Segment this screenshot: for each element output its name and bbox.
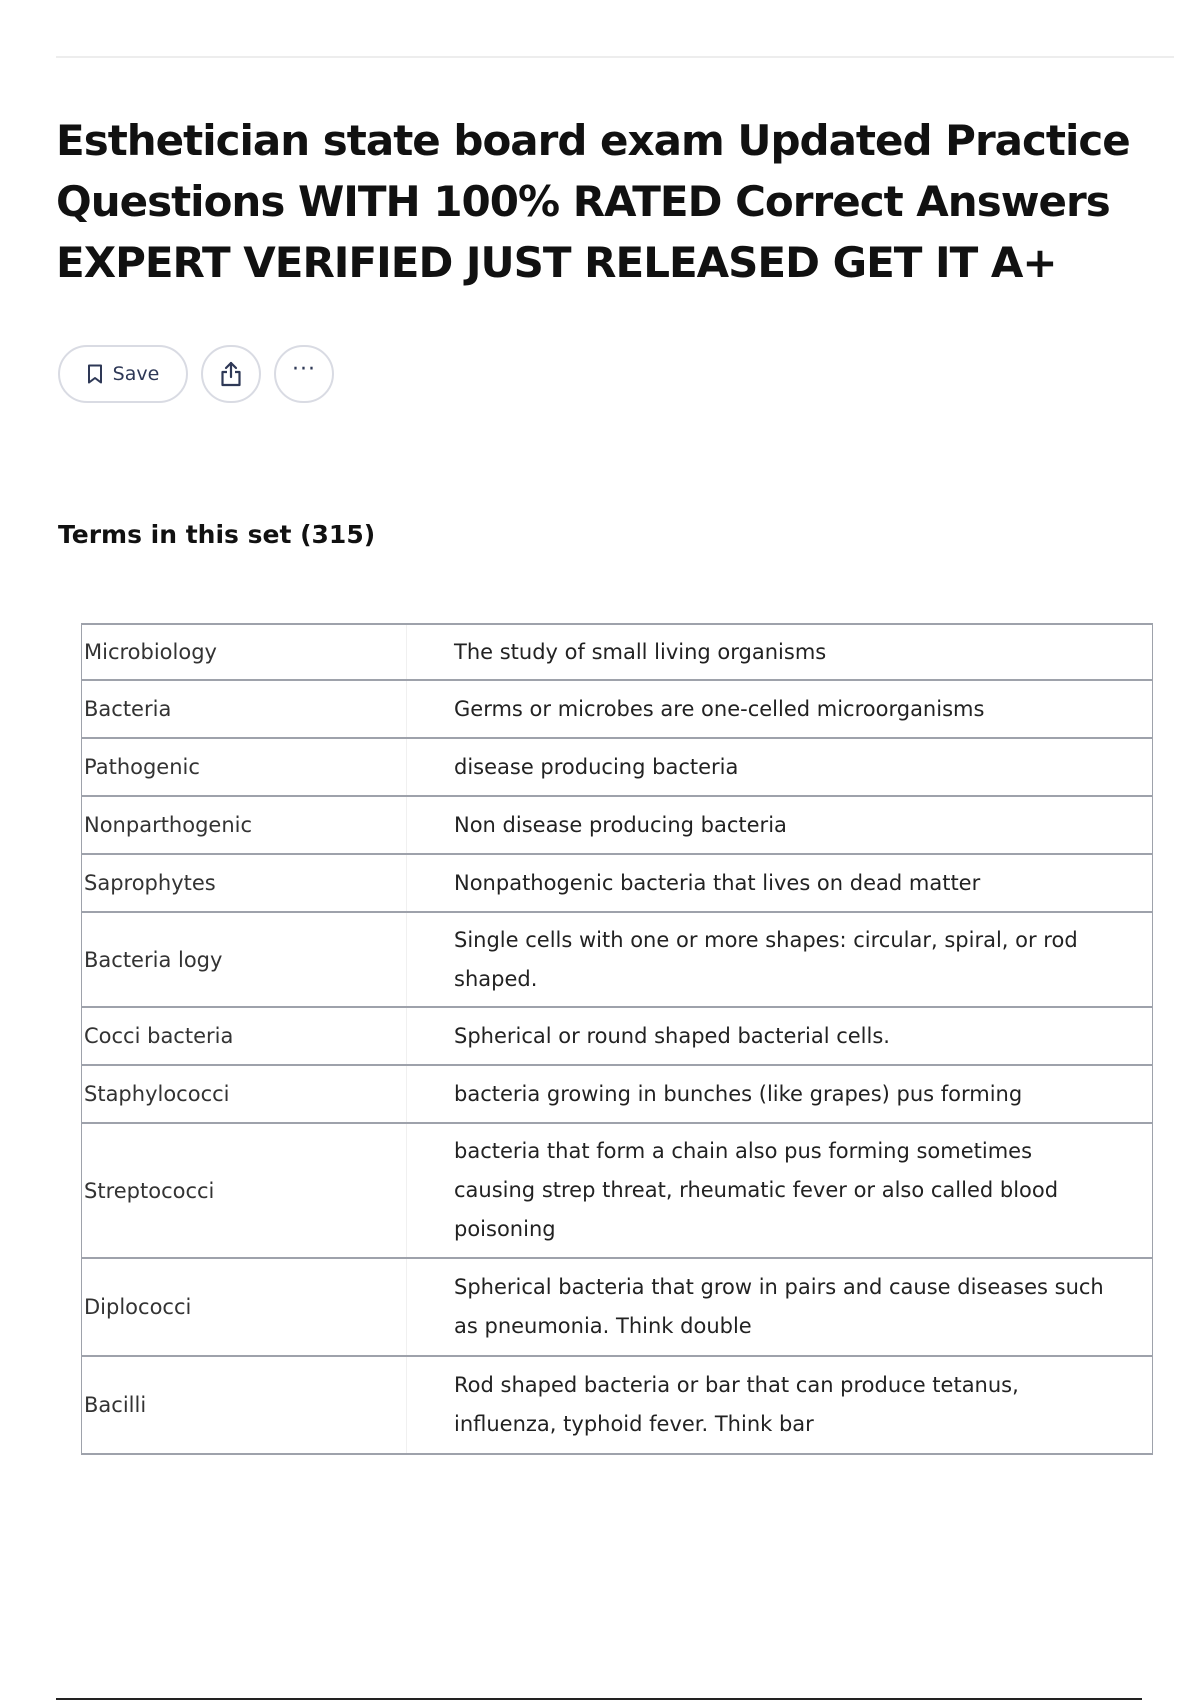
definition-cell: Non disease producing bacteria	[407, 796, 1153, 854]
term-cell: Bacilli	[82, 1356, 407, 1454]
term-row	[82, 1007, 1153, 1065]
terms-heading: Terms in this set (315)	[58, 520, 376, 549]
definition-cell: Single cells with one or more shapes: circular, spiral, or rod shaped.	[407, 912, 1153, 1007]
page-title: Esthetician state board exam Updated Practice Questions WITH 100% RATED Correct Answers EXPERT VERIFIED JUST RELEASED GET IT A+	[56, 116, 1130, 287]
term-row	[82, 624, 1153, 680]
term-row	[82, 854, 1153, 912]
term-row	[82, 1065, 1153, 1123]
top-divider	[56, 56, 1174, 58]
definition-cell: Spherical or round shaped bacterial cells.	[407, 1007, 1153, 1065]
more-options-button[interactable]	[274, 345, 334, 403]
term-cell: Saprophytes	[82, 854, 407, 912]
term-row	[82, 680, 1153, 738]
bookmark-icon	[87, 364, 103, 384]
definition-cell: bacteria growing in bunches (like grapes) pus forming	[407, 1065, 1153, 1123]
definition-cell: Germs or microbes are one-celled microorganisms	[407, 680, 1153, 738]
save-label: Save	[112, 363, 160, 385]
term-cell: Nonparthogenic	[82, 796, 407, 854]
term-cell: Bacteria logy	[82, 912, 407, 1007]
term-row	[82, 796, 1153, 854]
term-row	[82, 912, 1153, 1007]
term-row	[82, 1356, 1153, 1454]
term-row	[82, 1258, 1153, 1356]
term-row	[82, 1123, 1153, 1258]
term-cell: Staphylococci	[82, 1065, 407, 1123]
terms-table-body	[82, 624, 1153, 1454]
definition-cell: Rod shaped bacteria or bar that can produce tetanus, influenza, typhoid fever. Think bar	[407, 1356, 1153, 1454]
term-cell: Streptococci	[82, 1123, 407, 1258]
terms-table	[81, 623, 1153, 1455]
term-cell: Pathogenic	[82, 738, 407, 796]
definition-cell: Nonpathogenic bacteria that lives on dead matter	[407, 854, 1153, 912]
definition-cell: The study of small living organisms	[407, 624, 1153, 680]
term-row	[82, 738, 1153, 796]
more-icon: ···	[292, 357, 316, 382]
term-cell: Microbiology	[82, 624, 407, 680]
share-button[interactable]	[201, 345, 261, 403]
term-cell: Cocci bacteria	[82, 1007, 407, 1065]
term-cell: Diplococci	[82, 1258, 407, 1356]
definition-cell: Spherical bacteria that grow in pairs and cause diseases such as pneumonia. Think double	[407, 1258, 1153, 1356]
term-cell: Bacteria	[82, 680, 407, 738]
definition-cell: disease producing bacteria	[407, 738, 1153, 796]
save-button[interactable]	[58, 345, 188, 403]
share-icon	[218, 360, 244, 388]
definition-cell: bacteria that form a chain also pus forming sometimes causing strep threat, rheumatic fever or also called blood poisoning	[407, 1123, 1153, 1258]
